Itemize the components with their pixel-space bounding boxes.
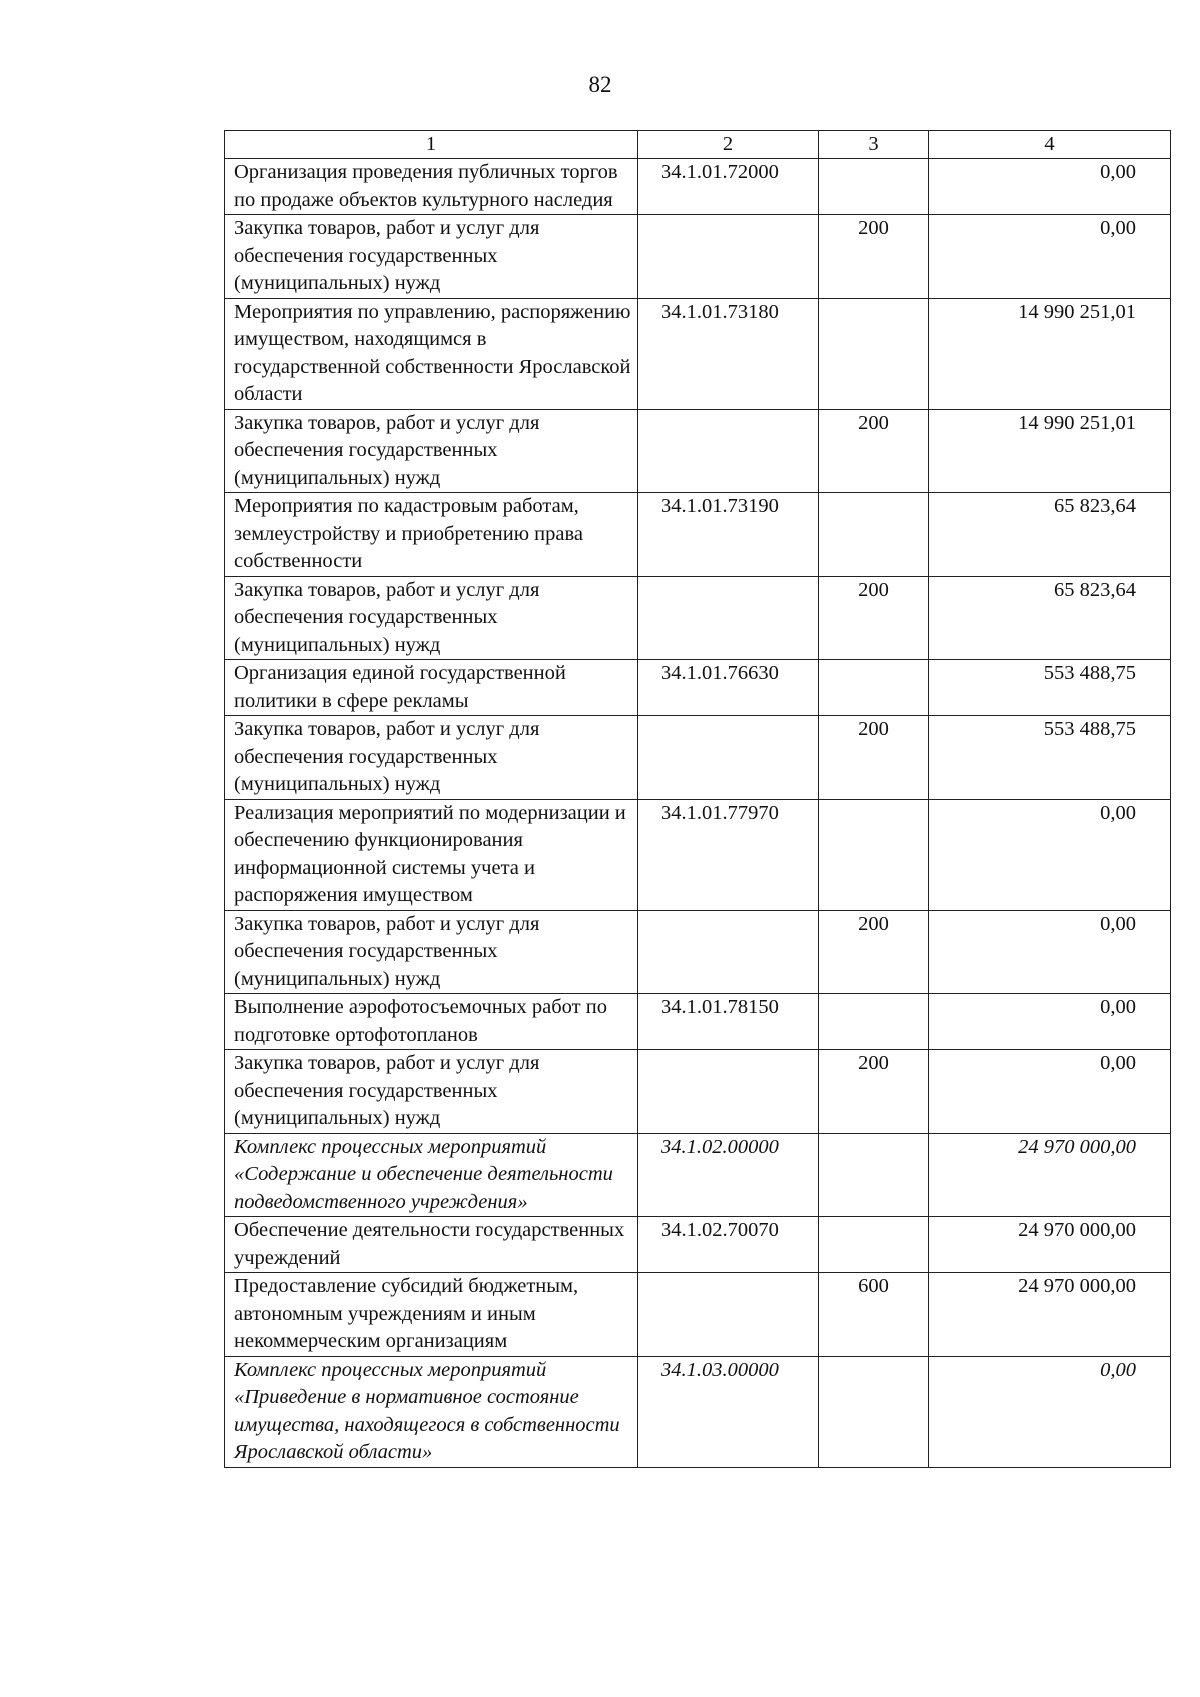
row-expense-type-cell: 200	[819, 1050, 929, 1134]
row-name-cell: Организация проведения публичных торгов по продаже объектов культурного наследия	[225, 159, 638, 215]
row-name-cell: Организация единой государственной политики в сфере рекламы	[225, 660, 638, 716]
row-amount-cell: 553 488,75	[929, 716, 1171, 800]
row-amount-cell: 0,00	[929, 799, 1171, 910]
table-row	[225, 716, 1171, 800]
row-name-cell: Закупка товаров, работ и услуг для обеспечения государственных (муниципальных) нужд	[225, 409, 638, 493]
row-code-cell	[638, 1273, 819, 1357]
row-name-cell: Предоставление субсидий бюджетным, автономным учреждениям и иным некоммерческим организациям	[225, 1273, 638, 1357]
row-code-cell: 34.1.02.70070	[638, 1217, 819, 1273]
row-name-cell: Мероприятия по управлению, распоряжению имуществом, находящимся в государственной собственности Ярославской области	[225, 298, 638, 409]
table-row	[225, 1273, 1171, 1357]
table-header-row	[225, 131, 1171, 159]
row-amount-cell: 24 970 000,00	[929, 1217, 1171, 1273]
row-code-cell: 34.1.01.73180	[638, 298, 819, 409]
budget-table	[224, 130, 1171, 1468]
table-row	[225, 493, 1171, 577]
row-name-cell: Обеспечение деятельности государственных учреждений	[225, 1217, 638, 1273]
table-row	[225, 159, 1171, 215]
row-code-cell	[638, 1050, 819, 1134]
row-name-cell: Выполнение аэрофотосъемочных работ по подготовке ортофотопланов	[225, 994, 638, 1050]
row-expense-type-cell	[819, 660, 929, 716]
row-expense-type-cell	[819, 1356, 929, 1467]
table-row	[225, 660, 1171, 716]
header-col-1: 1	[225, 131, 638, 159]
row-amount-cell: 0,00	[929, 910, 1171, 994]
row-amount-cell: 0,00	[929, 159, 1171, 215]
row-expense-type-cell: 200	[819, 409, 929, 493]
table-row	[225, 298, 1171, 409]
table-row	[225, 1217, 1171, 1273]
table-row	[225, 1133, 1171, 1217]
row-code-cell: 34.1.02.00000	[638, 1133, 819, 1217]
row-code-cell	[638, 215, 819, 299]
row-name-cell: Закупка товаров, работ и услуг для обеспечения государственных (муниципальных) нужд	[225, 215, 638, 299]
row-amount-cell: 65 823,64	[929, 493, 1171, 577]
table-row	[225, 409, 1171, 493]
row-code-cell: 34.1.03.00000	[638, 1356, 819, 1467]
row-name-cell: Закупка товаров, работ и услуг для обеспечения государственных (муниципальных) нужд	[225, 716, 638, 800]
row-code-cell	[638, 716, 819, 800]
row-name-cell: Комплекс процессных мероприятий «Приведение в нормативное состояние имущества, находящегося в собственности Ярославской области»	[225, 1356, 638, 1467]
row-name-cell: Мероприятия по кадастровым работам, землеустройству и приобретению права собственности	[225, 493, 638, 577]
row-amount-cell: 24 970 000,00	[929, 1133, 1171, 1217]
header-col-2: 2	[638, 131, 819, 159]
row-code-cell: 34.1.01.72000	[638, 159, 819, 215]
table-row	[225, 1050, 1171, 1134]
row-expense-type-cell: 200	[819, 910, 929, 994]
row-expense-type-cell: 200	[819, 716, 929, 800]
row-name-cell: Реализация мероприятий по модернизации и обеспечению функционирования информационной системы учета и распоряжения имуществом	[225, 799, 638, 910]
row-amount-cell: 553 488,75	[929, 660, 1171, 716]
page-number: 82	[588, 72, 612, 97]
row-code-cell	[638, 576, 819, 660]
table-row	[225, 576, 1171, 660]
row-name-cell: Закупка товаров, работ и услуг для обеспечения государственных (муниципальных) нужд	[225, 910, 638, 994]
row-amount-cell: 14 990 251,01	[929, 298, 1171, 409]
row-amount-cell: 0,00	[929, 994, 1171, 1050]
table-row	[225, 799, 1171, 910]
row-expense-type-cell	[819, 1133, 929, 1217]
row-name-cell: Комплекс процессных мероприятий «Содержание и обеспечение деятельности подведомственного учреждения»	[225, 1133, 638, 1217]
row-expense-type-cell	[819, 1217, 929, 1273]
header-col-3: 3	[819, 131, 929, 159]
row-amount-cell: 0,00	[929, 1356, 1171, 1467]
row-amount-cell: 0,00	[929, 1050, 1171, 1134]
row-code-cell	[638, 409, 819, 493]
row-expense-type-cell	[819, 493, 929, 577]
header-col-4: 4	[929, 131, 1171, 159]
row-code-cell: 34.1.01.78150	[638, 994, 819, 1050]
row-expense-type-cell	[819, 799, 929, 910]
row-amount-cell: 0,00	[929, 215, 1171, 299]
table-row	[225, 215, 1171, 299]
table-row	[225, 994, 1171, 1050]
row-amount-cell: 24 970 000,00	[929, 1273, 1171, 1357]
row-expense-type-cell: 200	[819, 576, 929, 660]
table-row	[225, 1356, 1171, 1467]
row-code-cell: 34.1.01.77970	[638, 799, 819, 910]
row-expense-type-cell	[819, 298, 929, 409]
row-code-cell: 34.1.01.76630	[638, 660, 819, 716]
row-code-cell: 34.1.01.73190	[638, 493, 819, 577]
row-name-cell: Закупка товаров, работ и услуг для обеспечения государственных (муниципальных) нужд	[225, 1050, 638, 1134]
row-expense-type-cell: 600	[819, 1273, 929, 1357]
row-expense-type-cell	[819, 159, 929, 215]
row-code-cell	[638, 910, 819, 994]
table-row	[225, 910, 1171, 994]
row-amount-cell: 14 990 251,01	[929, 409, 1171, 493]
row-expense-type-cell: 200	[819, 215, 929, 299]
row-name-cell: Закупка товаров, работ и услуг для обеспечения государственных (муниципальных) нужд	[225, 576, 638, 660]
row-amount-cell: 65 823,64	[929, 576, 1171, 660]
row-expense-type-cell	[819, 994, 929, 1050]
